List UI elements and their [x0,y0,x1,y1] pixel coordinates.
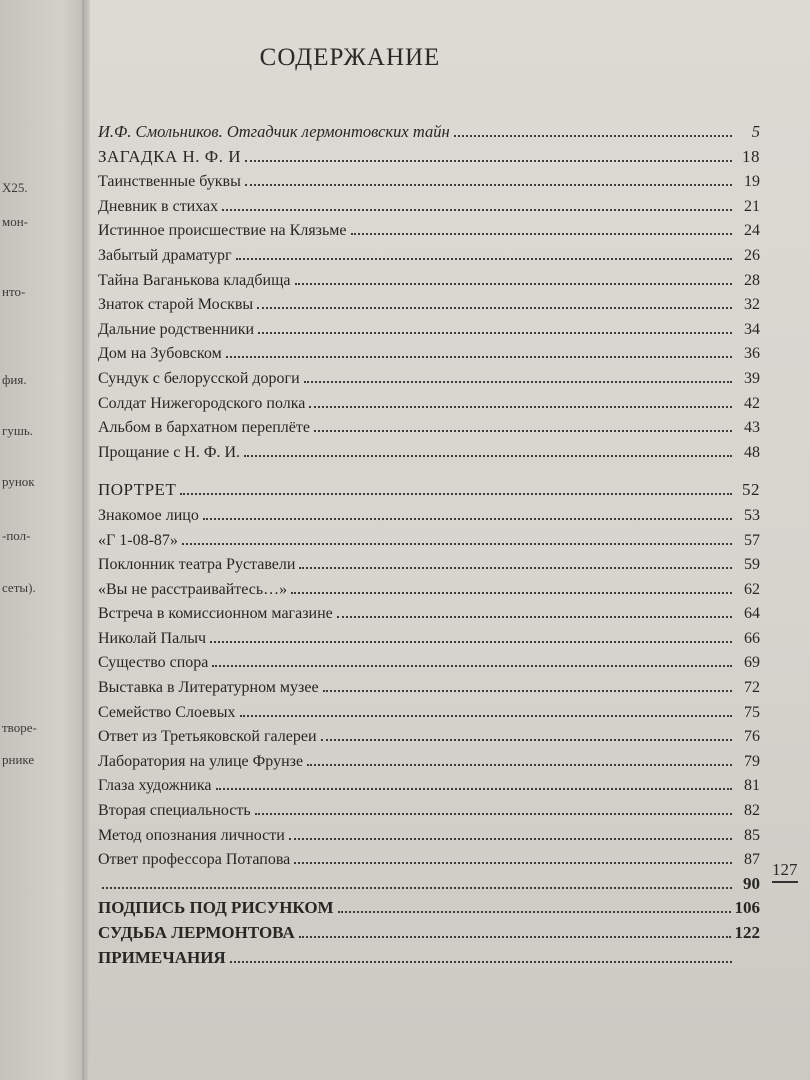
toc-entry-title: Прощание с Н. Ф. И. [98,443,241,461]
toc-entry-title: Тайна Ваганькова кладбища [98,271,291,289]
toc-entry [98,339,760,364]
toc-entry-title: Метод опознания личности [98,826,285,844]
toc-entry-page: 57 [744,531,760,549]
toc-entry [98,771,760,796]
toc-entry [98,525,760,550]
dot-leader [309,406,732,408]
left-page-text: сеты). [2,580,36,595]
page-title: СОДЕРЖАНИЕ [259,44,441,71]
toc-entry-page: 82 [744,802,760,820]
dot-leader [226,356,732,358]
left-page-text: гушь. [2,423,34,438]
dot-leader [304,381,732,383]
toc-entry-page: 28 [744,271,760,289]
toc-entry-page: 106 [734,898,760,918]
dot-leader [314,430,732,432]
toc-section-2-items [98,500,760,869]
dot-leader [240,715,732,717]
toc-entry-title: Встреча в комиссионном магазине [98,605,333,623]
left-page-text: нто- [2,284,26,299]
toc-entry [98,672,760,697]
toc-entry-title: Николай Палыч [98,629,207,647]
toc-entry-title: Выставка в Литературном музее [98,679,319,697]
toc-entry-title: Истинное происшествие на Клязьме [98,222,347,240]
dot-leader [180,493,732,495]
toc-entry-title: Ответ из Третьяковской галереи [98,728,317,746]
dot-leader [210,641,732,643]
toc-section-heading [98,476,760,501]
toc-entry [98,623,760,648]
dot-leader [182,543,732,545]
dot-leader [295,283,732,285]
toc-entry [98,722,760,747]
toc-entry-page: 32 [744,296,760,314]
toc-entry [98,746,760,771]
toc-entry [98,265,760,290]
toc-entry-page: 52 [742,480,760,500]
dot-leader [203,518,732,520]
toc-entry-page: 87 [744,851,760,869]
toc-entry-page: 59 [744,556,760,574]
toc-entry-page: 36 [744,345,760,363]
toc-entry-title: Поклонник театра Руставели [98,556,296,574]
toc-entry [98,290,760,315]
toc-entry-title: Лаборатория на улице Фрунзе [98,752,304,770]
dot-leader [230,961,732,963]
toc-entry [98,918,760,943]
dot-leader [307,764,732,766]
left-page-text: творе- [2,720,37,735]
toc-entry-page: 34 [744,320,760,338]
toc-entry-page: 42 [744,394,760,412]
toc-entry [98,500,760,525]
dot-leader [236,258,732,260]
toc-entry-title: ПРИМЕЧАНИЯ [98,947,226,967]
dot-leader [338,911,731,913]
page-number: 127 [772,860,798,883]
toc-entry-title: Дальние родственники [98,320,255,338]
dot-leader [321,739,733,741]
toc-section-1-items [98,167,760,462]
toc-entry-page: 76 [744,728,760,746]
toc-entry-title: «Вы не расстраивайтесь…» [98,580,288,598]
toc-entry-title: Забытый драматург [98,246,232,264]
toc-entry [98,894,760,919]
toc-entry-title: Семейство Слоевых [98,703,236,721]
toc-entry-page: 66 [744,629,760,647]
dot-leader [454,135,732,137]
dot-leader [257,307,732,309]
toc-entry-page: 122 [734,923,760,942]
toc-entry-page: 5 [751,122,760,141]
toc-entry [98,216,760,241]
toc-entry-title: Дом на Зубовском [98,345,222,363]
toc-entry-title: СУДЬБА ЛЕРМОНТОВА [98,923,295,942]
toc-entry [98,795,760,820]
toc-entry [98,845,760,870]
dot-leader [245,184,732,186]
toc-entry-title: Вторая специальность [98,802,251,820]
toc-entry [98,437,760,462]
toc-entry-title: ПОДПИСЬ ПОД РИСУНКОМ [98,898,334,918]
toc-entry [98,240,760,265]
dot-leader [294,862,732,864]
dot-leader [244,455,732,457]
toc-entry [98,314,760,339]
dot-leader [289,838,732,840]
toc-entry [98,697,760,722]
dot-leader [299,567,732,569]
dot-leader [323,690,732,692]
dot-leader [291,592,732,594]
left-page-text: Х25. [2,180,28,195]
toc-entry-page: 53 [744,506,760,524]
toc-entry [98,648,760,673]
toc-entry-title: Глаза художника [98,777,212,795]
toc-entry-title: Таинственные буквы [98,173,241,191]
toc-entry-page: 21 [744,197,760,215]
toc-entry-title: Существо спора [98,654,209,672]
dot-leader [255,813,732,815]
dot-leader [222,209,732,211]
toc-entry-page: 64 [744,605,760,623]
toc-entry-page: 72 [744,679,760,697]
toc-entry-page: 90 [743,873,760,893]
toc-entry [98,388,760,413]
toc-entry-title: Дневник в стихах [98,197,219,215]
toc-entry [98,574,760,599]
toc-entry [98,869,760,894]
dot-leader [245,160,732,162]
toc-entry-title: Ответ профессора Потапова [98,851,291,869]
toc-entry-title: Сундук с белорусской дороги [98,369,300,387]
toc-entry [98,191,760,216]
toc-entry-title: Знаток старой Москвы [98,296,254,314]
toc-entry [98,413,760,438]
dot-leader [337,616,732,618]
left-page-text: -пол- [2,528,31,543]
toc-entry-title: И.Ф. Смольников. Отгадчик лермонтовских тайн [98,122,450,141]
toc-entry-page: 85 [744,826,760,844]
toc-entry-title: ПОРТРЕТ [98,480,177,500]
toc-intro-entry [98,112,760,142]
dot-leader [258,332,732,334]
dot-leader [102,887,732,889]
dot-leader [351,233,732,235]
toc-entry [98,363,760,388]
toc-entry [98,943,760,968]
toc-entry-page: 24 [744,222,760,240]
toc-section-heading [98,142,760,167]
toc-final-sections [98,869,760,967]
toc-entry-title: Солдат Нижегородского полка [98,394,306,412]
toc-entry-page: 18 [742,146,760,166]
dot-leader [212,665,732,667]
toc-entry-title: Альбом в бархатном переплёте [98,419,310,437]
toc-entry-page: 69 [744,654,760,672]
left-page-text: рунок [2,474,35,489]
section-gap [98,462,760,476]
toc-entry [98,550,760,575]
toc-entry-page: 19 [744,173,760,191]
toc-entry-page: 81 [744,777,760,795]
left-page-text: рнике [2,752,35,767]
toc-entry [98,820,760,845]
left-page-text: фия. [2,372,27,387]
toc-entry [98,599,760,624]
left-page-text: мон- [2,214,29,229]
dot-leader [299,936,731,938]
toc-entry-page: 39 [744,369,760,387]
toc-entry-page: 43 [744,419,760,437]
table-of-contents [98,112,760,968]
toc-entry-page: 26 [744,246,760,264]
toc-entry-title: Знакомое лицо [98,506,199,524]
toc-entry-title: «Г 1-08-87» [98,531,178,549]
left-page [0,0,88,1080]
toc-entry-page: 48 [744,443,760,461]
toc-entry [98,167,760,192]
toc-entry-page: 75 [744,703,760,721]
toc-entry-title: ЗАГАДКА Н. Ф. И [98,146,241,166]
toc-entry-page: 79 [744,752,760,770]
toc-entry-page: 62 [744,580,760,598]
dot-leader [216,788,733,790]
